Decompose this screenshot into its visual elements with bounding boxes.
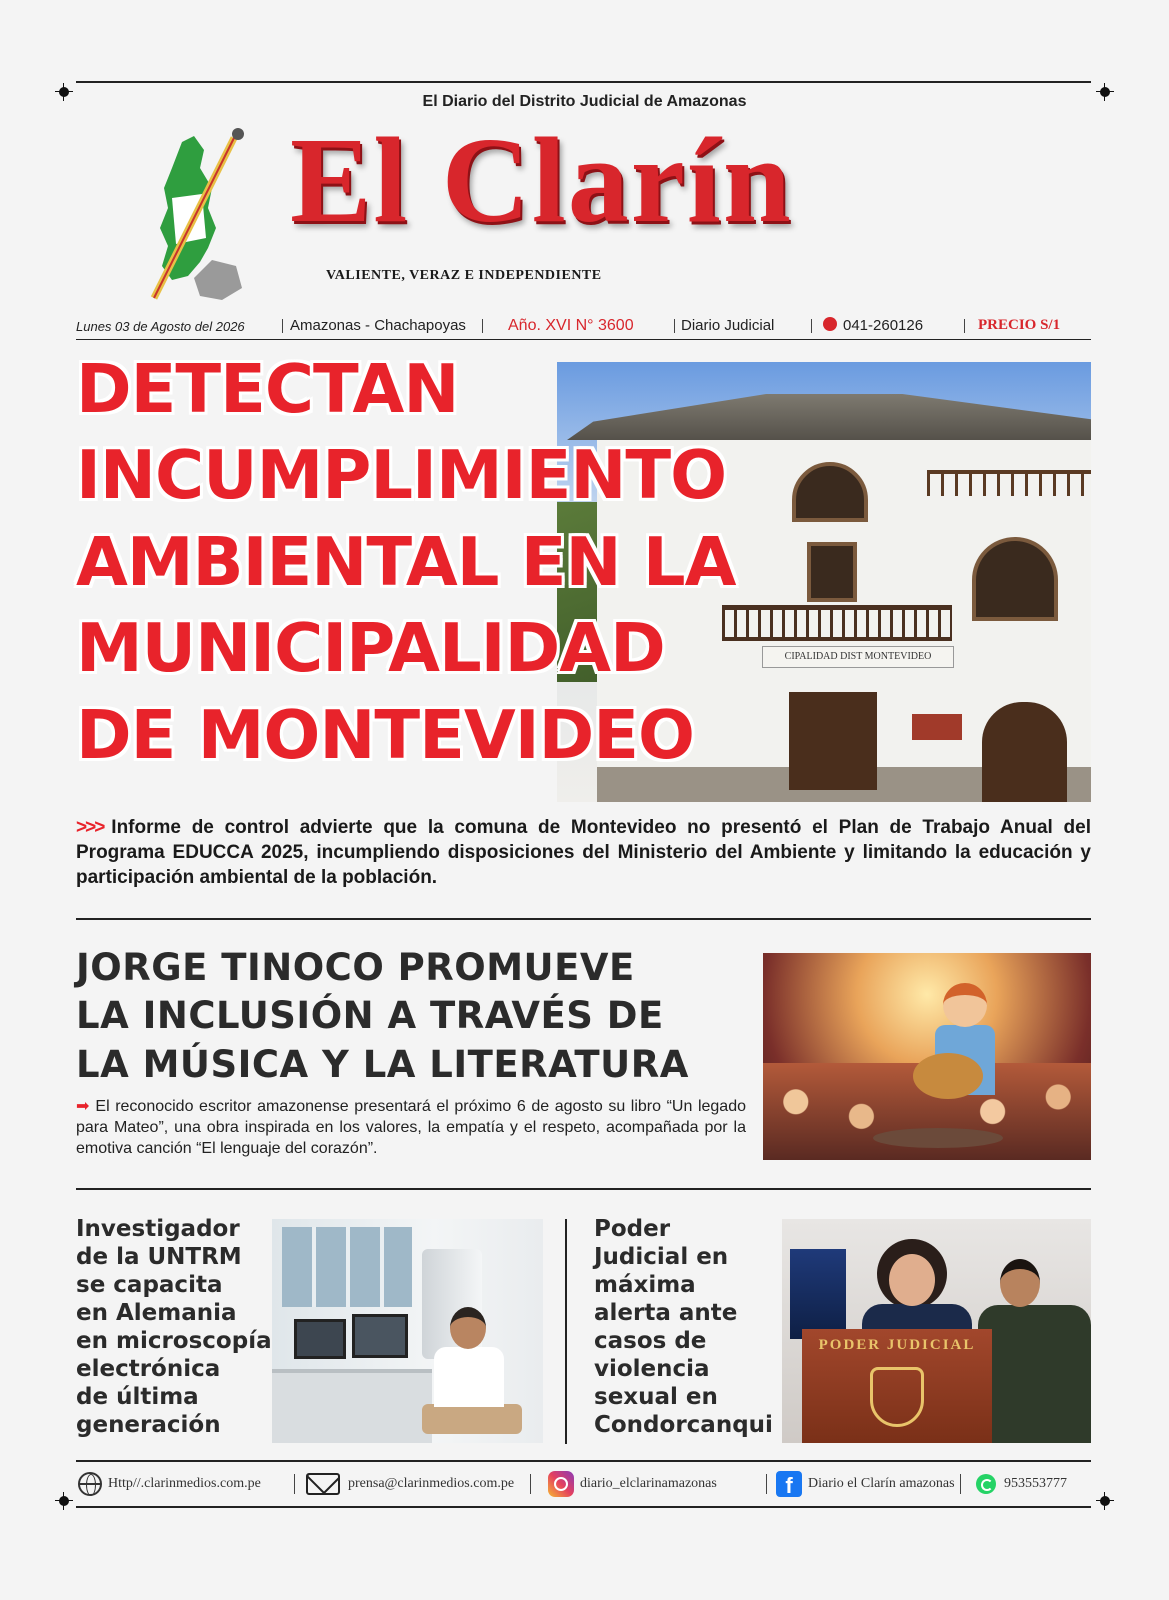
facebook-text: Diario el Clarín amazonas [808,1476,955,1491]
footer-whatsapp[interactable] [976,1470,1067,1498]
footer-rule-top [76,1460,1091,1462]
second-headline-line: LA INCLUSIÓN A TRAVÉS DE [76,994,664,1038]
footer-email[interactable] [306,1470,514,1498]
lead-headline-line: DETECTAN [76,350,459,428]
issue-date: Lunes 03 de Agosto del 2026 [76,319,245,334]
footer-instagram[interactable] [548,1470,717,1498]
fourth-headline-line: alerta ante [594,1300,738,1327]
municipality-sign: CIPALIDAD DIST MONTEVIDEO [762,646,954,668]
footer-facebook[interactable] [776,1470,955,1498]
divider [811,319,812,333]
divider [674,319,675,333]
fourth-headline-line: violencia [594,1356,710,1383]
judicial-press-photo [782,1219,1091,1443]
fourth-headline-line: Judicial en [594,1244,729,1271]
instagram-icon [548,1471,574,1497]
lead-lede [76,815,1091,890]
info-bar [76,314,1091,338]
mail-icon [306,1473,340,1495]
concert-illustration [763,953,1091,1160]
third-headline-line: se capacita [76,1272,223,1299]
lead-headline-line: AMBIENTAL EN LA [76,522,736,601]
column-divider [565,1219,567,1444]
phone-contact [823,317,923,334]
divider [282,319,283,333]
second-headline-line: LA MÚSICA Y LA LITERATURA [76,1042,689,1086]
divider [294,1474,295,1494]
footer-contacts [76,1470,1091,1498]
third-headline-line: en microscopía [76,1328,272,1355]
lead-headline [76,346,735,778]
top-rule [76,81,1091,83]
third-headline [76,1215,272,1439]
footer-website[interactable] [78,1470,261,1498]
divider [482,319,483,333]
masthead-slogan: VALIENTE, VERAZ E INDEPENDIENTE [326,268,602,283]
issue-number: Año. XVI N° 3600 [508,317,634,334]
whatsapp-icon [976,1474,996,1494]
fourth-headline [594,1215,773,1439]
second-story-body [76,1097,746,1159]
price-label: PRECIO S/1 [978,317,1061,333]
whatsapp-text: 953553777 [1004,1476,1067,1491]
fourth-headline-line: sexual en [594,1384,718,1411]
masthead-title: El Clarín [290,113,793,248]
website-text: Http//.clarinmedios.com.pe [108,1476,261,1491]
lead-headline-line: INCUMPLIMIENTO [76,436,727,515]
masthead-tagline: El Diario del Distrito Judicial de Amazonas [422,93,747,110]
fourth-headline-line: Condorcanqui [594,1412,773,1439]
footer-rule-bottom [76,1506,1091,1508]
paper-type: Diario Judicial [681,317,775,334]
third-headline-line: electrónica [76,1356,221,1383]
second-headline-line: JORGE TINOCO PROMUEVE [76,946,635,989]
arrow-right-icon: ➡ [76,1098,90,1115]
globe-icon [78,1472,102,1496]
divider [960,1474,961,1494]
registration-mark-bottom-right [1096,1492,1114,1510]
microscopy-lab-photo [272,1219,543,1443]
instagram-text: diario_elclarinamazonas [580,1476,717,1491]
lead-headline-line: DE MONTEVIDEO [76,695,695,774]
third-headline-line: generación [76,1412,221,1439]
divider [766,1474,767,1494]
third-headline-line: Investigador [76,1216,240,1242]
second-story-text: El reconocido escritor amazonense presentará el próximo 6 de agosto su libro “Un legado para Mateo”, una obra inspirada en los valores, la empatía y el respeto, acompañada por la emotiva canción “El lenguaje del corazón”. [76,1098,746,1157]
divider [964,319,965,333]
crest-icon [870,1367,924,1427]
podium-text: PODER JUDICIAL [818,1337,976,1353]
divider [530,1474,531,1494]
third-headline-line: de última [76,1384,199,1411]
phone-number: 041-260126 [843,317,924,334]
amazonas-map-logo-icon [142,128,250,306]
fourth-headline-line: Poder [594,1216,671,1242]
phone-icon [823,317,837,331]
registration-mark-bottom-left [55,1492,73,1510]
third-headline-line: de la UNTRM [76,1244,242,1271]
email-text: prensa@clarinmedios.com.pe [348,1476,515,1491]
third-headline-line: en Alemania [76,1300,237,1327]
fourth-headline-line: casos de [594,1328,707,1355]
second-headline [76,944,689,1089]
issue-location: Amazonas - Chachapoyas [290,317,466,334]
section-rule [76,1188,1091,1190]
section-rule [76,918,1091,920]
lead-headline-line: MUNICIPALIDAD [76,609,665,688]
fourth-headline-line: máxima [594,1272,696,1299]
triple-arrow-icon: >>> [76,817,104,838]
lead-lede-text: Informe de control advierte que la comuna de Montevideo no presentó el Plan de Trabajo Anual del Programa EDUCCA 2025, incumpliendo disposiciones del Ministerio del Ambiente y limitando la educación y participación ambiental de la población. [76,817,1091,889]
facebook-icon: f [776,1471,802,1497]
info-bar-rule [76,339,1091,340]
